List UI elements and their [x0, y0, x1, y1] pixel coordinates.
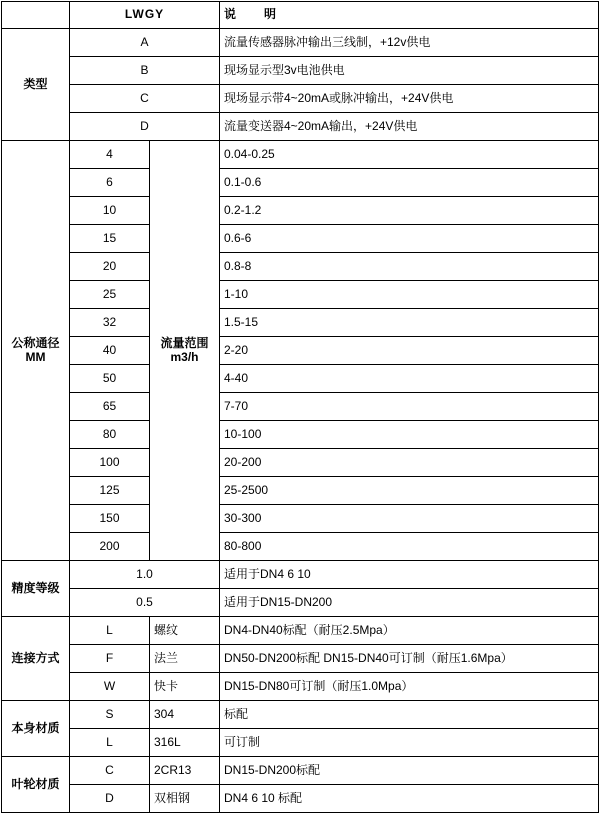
table-row [2, 393, 599, 421]
code-cell: 80 [70, 421, 150, 449]
desc-cell: 适用于DN15-DN200 [220, 589, 599, 617]
desc-cell: 2-20 [220, 337, 599, 365]
code-cell: F [70, 645, 150, 673]
table-row [2, 673, 599, 701]
code-cell: D [70, 785, 150, 813]
desc-cell: 流量变送器4~20mA输出，+24V供电 [220, 113, 599, 141]
desc-cell: 20-200 [220, 449, 599, 477]
desc-cell: 25-2500 [220, 477, 599, 505]
table-row [2, 225, 599, 253]
code-cell: 100 [70, 449, 150, 477]
mid-cell: 316L [150, 729, 220, 757]
code-cell: 10 [70, 197, 150, 225]
code-cell: W [70, 673, 150, 701]
desc-cell: 80-800 [220, 533, 599, 561]
table-row [2, 29, 599, 57]
desc-cell: 7-70 [220, 393, 599, 421]
table-row [2, 477, 599, 505]
desc-cell: 标配 [220, 701, 599, 729]
table-row [2, 449, 599, 477]
table-row [2, 197, 599, 225]
desc-cell: 可订制 [220, 729, 599, 757]
category-body-material: 本身材质 [2, 701, 70, 757]
desc-cell: 现场显示带4~20mA或脉冲输出，+24V供电 [220, 85, 599, 113]
table-row [2, 505, 599, 533]
desc-cell: 4-40 [220, 365, 599, 393]
table-row [2, 337, 599, 365]
table-row [2, 85, 599, 113]
table-row [2, 701, 599, 729]
desc-cell: 流量传感器脉冲输出三线制，+12v供电 [220, 29, 599, 57]
desc-cell: 0.6-6 [220, 225, 599, 253]
category-impeller-material: 叶轮材质 [2, 757, 70, 813]
flow-range-label: 流量范围 m3/h [150, 141, 220, 561]
mid-cell: 快卡 [150, 673, 220, 701]
header-blank-cell [2, 2, 70, 29]
code-cell: 200 [70, 533, 150, 561]
code-cell: C [70, 757, 150, 785]
mid-cell: 螺纹 [150, 617, 220, 645]
mid-cell: 304 [150, 701, 220, 729]
table-row [2, 253, 599, 281]
category-nominal-diameter: 公称通径 MM [2, 141, 70, 561]
desc-cell: 30-300 [220, 505, 599, 533]
desc-cell: 0.8-8 [220, 253, 599, 281]
specification-table [1, 1, 599, 813]
category-type: 类型 [2, 29, 70, 141]
code-cell: C [70, 85, 220, 113]
table-row [2, 57, 599, 85]
table-row [2, 365, 599, 393]
code-cell: 15 [70, 225, 150, 253]
desc-cell: 10-100 [220, 421, 599, 449]
table-row [2, 421, 599, 449]
code-cell: 6 [70, 169, 150, 197]
desc-cell: 0.2-1.2 [220, 197, 599, 225]
code-cell: 0.5 [70, 589, 220, 617]
table-row [2, 533, 599, 561]
mid-cell: 双相钢 [150, 785, 220, 813]
header-desc-label: 说 明 [220, 2, 599, 29]
code-cell: 20 [70, 253, 150, 281]
desc-cell: DN15-DN80可订制（耐压1.0Mpa） [220, 673, 599, 701]
desc-cell: DN15-DN200标配 [220, 757, 599, 785]
table-row [2, 617, 599, 645]
code-cell: 25 [70, 281, 150, 309]
category-connection-type: 连接方式 [2, 617, 70, 701]
table-header-row [2, 2, 599, 29]
desc-cell: 0.1-0.6 [220, 169, 599, 197]
code-cell: A [70, 29, 220, 57]
table-row [2, 309, 599, 337]
code-cell: D [70, 113, 220, 141]
header-code-label: LWGY [70, 2, 220, 29]
table-row [2, 561, 599, 589]
table-row [2, 281, 599, 309]
code-cell: 65 [70, 393, 150, 421]
code-cell: S [70, 701, 150, 729]
table-row [2, 169, 599, 197]
table-row [2, 141, 599, 169]
table-row [2, 589, 599, 617]
code-cell: 50 [70, 365, 150, 393]
mid-cell: 法兰 [150, 645, 220, 673]
desc-cell: 0.04-0.25 [220, 141, 599, 169]
code-cell: L [70, 729, 150, 757]
category-accuracy-grade: 精度等级 [2, 561, 70, 617]
code-cell: 4 [70, 141, 150, 169]
code-cell: 40 [70, 337, 150, 365]
table-row [2, 645, 599, 673]
desc-cell: 1-10 [220, 281, 599, 309]
code-cell: B [70, 57, 220, 85]
code-cell: L [70, 617, 150, 645]
desc-cell: 1.5-15 [220, 309, 599, 337]
code-cell: 150 [70, 505, 150, 533]
desc-cell: DN50-DN200标配 DN15-DN40可订制（耐压1.6Mpa） [220, 645, 599, 673]
table-row [2, 785, 599, 813]
mid-cell: 2CR13 [150, 757, 220, 785]
desc-cell: 适用于DN4 6 10 [220, 561, 599, 589]
table-row [2, 757, 599, 785]
desc-cell: 现场显示型3v电池供电 [220, 57, 599, 85]
code-cell: 32 [70, 309, 150, 337]
desc-cell: DN4 6 10 标配 [220, 785, 599, 813]
code-cell: 1.0 [70, 561, 220, 589]
table-row [2, 113, 599, 141]
code-cell: 125 [70, 477, 150, 505]
desc-cell: DN4-DN40标配（耐压2.5Mpa） [220, 617, 599, 645]
